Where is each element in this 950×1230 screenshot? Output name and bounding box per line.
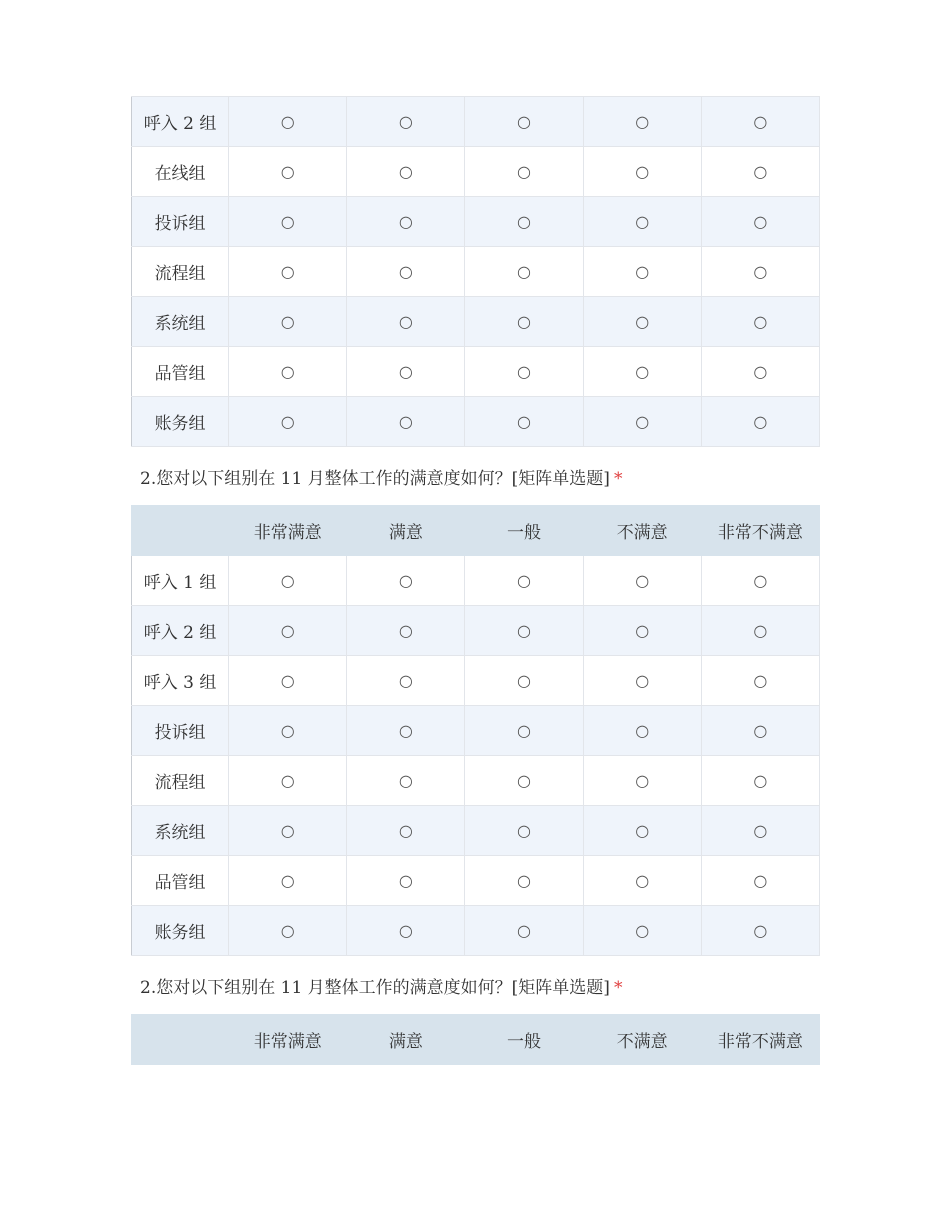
radio-circle-icon[interactable]: ○ — [280, 111, 295, 131]
radio-circle-icon[interactable]: ○ — [398, 720, 413, 740]
radio-circle-icon[interactable]: ○ — [517, 411, 532, 431]
row-label: 投诉组 — [132, 197, 229, 247]
radio-cell — [583, 656, 701, 706]
radio-cell — [583, 297, 701, 347]
radio-circle-icon[interactable]: ○ — [517, 820, 532, 840]
radio-cell — [701, 556, 819, 606]
option-header: 一般 — [465, 1015, 583, 1065]
radio-circle-icon[interactable]: ○ — [753, 770, 768, 790]
radio-cell — [347, 656, 465, 706]
radio-cell — [347, 297, 465, 347]
radio-cell — [701, 856, 819, 906]
radio-cell — [347, 806, 465, 856]
row-label: 呼入 3 组 — [132, 656, 229, 706]
matrix-row — [132, 247, 820, 297]
radio-cell — [229, 756, 347, 806]
radio-circle-icon[interactable]: ○ — [753, 311, 768, 331]
matrix-table-2 — [131, 505, 820, 956]
radio-cell — [701, 606, 819, 656]
radio-cell — [701, 756, 819, 806]
radio-cell — [229, 906, 347, 956]
radio-circle-icon[interactable]: ○ — [517, 720, 532, 740]
radio-circle-icon[interactable]: ○ — [398, 770, 413, 790]
option-header: 不满意 — [583, 1015, 701, 1065]
option-header: 满意 — [347, 1015, 465, 1065]
radio-cell — [701, 656, 819, 706]
radio-cell — [583, 756, 701, 806]
radio-cell — [701, 806, 819, 856]
question-title — [131, 956, 820, 1014]
radio-cell — [465, 397, 583, 447]
radio-cell — [347, 347, 465, 397]
matrix-header-row — [132, 506, 820, 556]
radio-circle-icon[interactable]: ○ — [398, 570, 413, 590]
row-label: 账务组 — [132, 906, 229, 956]
radio-cell — [465, 656, 583, 706]
option-header: 非常满意 — [229, 506, 347, 556]
radio-cell — [583, 147, 701, 197]
row-label: 投诉组 — [132, 706, 229, 756]
radio-cell — [701, 706, 819, 756]
radio-circle-icon[interactable]: ○ — [753, 570, 768, 590]
row-label: 在线组 — [132, 147, 229, 197]
required-mark: * — [613, 469, 623, 489]
radio-cell — [583, 856, 701, 906]
radio-circle-icon[interactable]: ○ — [517, 111, 532, 131]
radio-cell — [347, 756, 465, 806]
radio-circle-icon[interactable]: ○ — [398, 920, 413, 940]
radio-circle-icon[interactable]: ○ — [753, 411, 768, 431]
radio-circle-icon[interactable]: ○ — [398, 870, 413, 890]
radio-circle-icon[interactable]: ○ — [280, 820, 295, 840]
radio-circle-icon[interactable]: ○ — [753, 361, 768, 381]
radio-cell — [229, 147, 347, 197]
survey-page — [131, 96, 820, 1065]
radio-cell — [465, 556, 583, 606]
radio-cell — [229, 706, 347, 756]
radio-cell — [347, 606, 465, 656]
radio-circle-icon[interactable]: ○ — [398, 411, 413, 431]
radio-cell — [465, 906, 583, 956]
question-text: 2.您对以下组别在 11 月整体工作的满意度如何？[矩阵单选题] — [140, 469, 610, 489]
radio-cell — [583, 97, 701, 147]
radio-circle-icon[interactable]: ○ — [635, 570, 650, 590]
radio-cell — [583, 806, 701, 856]
radio-cell — [465, 147, 583, 197]
radio-cell — [229, 656, 347, 706]
radio-circle-icon[interactable]: ○ — [635, 670, 650, 690]
radio-cell — [229, 556, 347, 606]
option-header: 非常满意 — [229, 1015, 347, 1065]
radio-circle-icon[interactable]: ○ — [517, 670, 532, 690]
radio-cell — [229, 97, 347, 147]
radio-cell — [701, 97, 819, 147]
row-label: 品管组 — [132, 856, 229, 906]
matrix-corner-cell — [132, 1015, 229, 1065]
radio-circle-icon[interactable]: ○ — [753, 670, 768, 690]
radio-circle-icon[interactable]: ○ — [517, 920, 532, 940]
matrix-table-1 — [131, 96, 820, 447]
row-label: 呼入 2 组 — [132, 97, 229, 147]
radio-circle-icon[interactable]: ○ — [517, 261, 532, 281]
radio-circle-icon[interactable]: ○ — [517, 570, 532, 590]
radio-circle-icon[interactable]: ○ — [280, 211, 295, 231]
radio-cell — [229, 397, 347, 447]
radio-cell — [347, 906, 465, 956]
radio-circle-icon[interactable]: ○ — [517, 361, 532, 381]
radio-circle-icon[interactable]: ○ — [635, 820, 650, 840]
radio-cell — [465, 606, 583, 656]
option-header: 非常不满意 — [701, 506, 819, 556]
matrix-row — [132, 397, 820, 447]
radio-cell — [465, 756, 583, 806]
row-label: 呼入 1 组 — [132, 556, 229, 606]
radio-cell — [347, 197, 465, 247]
row-label: 流程组 — [132, 756, 229, 806]
matrix-row — [132, 756, 820, 806]
radio-cell — [229, 606, 347, 656]
radio-circle-icon[interactable]: ○ — [280, 670, 295, 690]
question-text: 2.您对以下组别在 11 月整体工作的满意度如何？[矩阵单选题] — [140, 978, 610, 998]
row-label: 品管组 — [132, 347, 229, 397]
radio-cell — [701, 347, 819, 397]
radio-cell — [701, 197, 819, 247]
radio-circle-icon[interactable]: ○ — [753, 111, 768, 131]
radio-cell — [465, 97, 583, 147]
question-title — [131, 447, 820, 505]
matrix-table-2-header — [132, 506, 820, 556]
radio-circle-icon[interactable]: ○ — [398, 261, 413, 281]
radio-cell — [583, 347, 701, 397]
radio-circle-icon[interactable]: ○ — [635, 161, 650, 181]
radio-circle-icon[interactable]: ○ — [635, 870, 650, 890]
radio-cell — [465, 347, 583, 397]
radio-circle-icon[interactable]: ○ — [753, 870, 768, 890]
radio-circle-icon[interactable]: ○ — [635, 920, 650, 940]
matrix-row — [132, 197, 820, 247]
radio-circle-icon[interactable]: ○ — [635, 361, 650, 381]
radio-circle-icon[interactable]: ○ — [635, 261, 650, 281]
required-mark: * — [613, 978, 623, 998]
radio-cell — [347, 856, 465, 906]
radio-cell — [583, 247, 701, 297]
radio-cell — [229, 806, 347, 856]
radio-cell — [347, 397, 465, 447]
matrix-table-1-body — [132, 97, 820, 447]
matrix-table-3-header — [132, 1015, 820, 1065]
radio-cell — [347, 97, 465, 147]
radio-cell — [465, 197, 583, 247]
radio-circle-icon[interactable]: ○ — [753, 720, 768, 740]
option-header: 非常不满意 — [701, 1015, 819, 1065]
radio-circle-icon[interactable]: ○ — [517, 211, 532, 231]
radio-circle-icon[interactable]: ○ — [398, 620, 413, 640]
radio-cell — [465, 806, 583, 856]
radio-cell — [465, 297, 583, 347]
radio-cell — [583, 397, 701, 447]
radio-circle-icon[interactable]: ○ — [635, 111, 650, 131]
matrix-row — [132, 97, 820, 147]
radio-cell — [583, 906, 701, 956]
radio-circle-icon[interactable]: ○ — [635, 720, 650, 740]
matrix-row — [132, 856, 820, 906]
radio-circle-icon[interactable]: ○ — [280, 870, 295, 890]
matrix-header-row — [132, 1015, 820, 1065]
radio-cell — [229, 197, 347, 247]
radio-cell — [229, 347, 347, 397]
radio-circle-icon[interactable]: ○ — [398, 670, 413, 690]
radio-circle-icon[interactable]: ○ — [280, 770, 295, 790]
radio-cell — [347, 706, 465, 756]
radio-cell — [229, 856, 347, 906]
radio-cell — [465, 706, 583, 756]
matrix-row — [132, 706, 820, 756]
radio-circle-icon[interactable]: ○ — [753, 261, 768, 281]
radio-circle-icon[interactable]: ○ — [517, 161, 532, 181]
radio-circle-icon[interactable]: ○ — [398, 311, 413, 331]
option-header: 满意 — [347, 506, 465, 556]
row-label: 系统组 — [132, 297, 229, 347]
radio-circle-icon[interactable]: ○ — [517, 770, 532, 790]
radio-circle-icon[interactable]: ○ — [517, 870, 532, 890]
row-label: 流程组 — [132, 247, 229, 297]
row-label: 系统组 — [132, 806, 229, 856]
radio-cell — [701, 397, 819, 447]
option-header: 不满意 — [583, 506, 701, 556]
matrix-row — [132, 147, 820, 197]
radio-circle-icon[interactable]: ○ — [280, 920, 295, 940]
radio-circle-icon[interactable]: ○ — [753, 920, 768, 940]
radio-circle-icon[interactable]: ○ — [280, 570, 295, 590]
radio-cell — [583, 197, 701, 247]
radio-circle-icon[interactable]: ○ — [753, 620, 768, 640]
row-label: 呼入 2 组 — [132, 606, 229, 656]
matrix-corner-cell — [132, 506, 229, 556]
matrix-table-3 — [131, 1014, 820, 1065]
radio-circle-icon[interactable]: ○ — [398, 161, 413, 181]
radio-circle-icon[interactable]: ○ — [280, 620, 295, 640]
matrix-row — [132, 806, 820, 856]
radio-circle-icon[interactable]: ○ — [280, 261, 295, 281]
radio-circle-icon[interactable]: ○ — [753, 820, 768, 840]
radio-cell — [347, 247, 465, 297]
radio-circle-icon[interactable]: ○ — [517, 311, 532, 331]
radio-circle-icon[interactable]: ○ — [280, 361, 295, 381]
radio-cell — [701, 147, 819, 197]
radio-cell — [229, 297, 347, 347]
radio-circle-icon[interactable]: ○ — [635, 620, 650, 640]
radio-cell — [465, 247, 583, 297]
matrix-row — [132, 297, 820, 347]
option-header: 一般 — [465, 506, 583, 556]
radio-circle-icon[interactable]: ○ — [280, 720, 295, 740]
radio-circle-icon[interactable]: ○ — [398, 361, 413, 381]
radio-cell — [229, 247, 347, 297]
radio-cell — [583, 706, 701, 756]
radio-circle-icon[interactable]: ○ — [635, 411, 650, 431]
radio-cell — [583, 556, 701, 606]
radio-circle-icon[interactable]: ○ — [398, 820, 413, 840]
radio-circle-icon[interactable]: ○ — [280, 411, 295, 431]
radio-cell — [583, 606, 701, 656]
matrix-row — [132, 906, 820, 956]
matrix-table-2-body — [132, 556, 820, 956]
radio-circle-icon[interactable]: ○ — [753, 161, 768, 181]
radio-cell — [347, 147, 465, 197]
radio-cell — [701, 247, 819, 297]
radio-circle-icon[interactable]: ○ — [753, 211, 768, 231]
radio-cell — [701, 906, 819, 956]
matrix-row — [132, 656, 820, 706]
radio-circle-icon[interactable]: ○ — [635, 211, 650, 231]
matrix-row — [132, 556, 820, 606]
radio-cell — [347, 556, 465, 606]
row-label: 账务组 — [132, 397, 229, 447]
radio-circle-icon[interactable]: ○ — [635, 770, 650, 790]
radio-cell — [701, 297, 819, 347]
matrix-row — [132, 347, 820, 397]
radio-circle-icon[interactable]: ○ — [517, 620, 532, 640]
radio-circle-icon[interactable]: ○ — [398, 111, 413, 131]
radio-circle-icon[interactable]: ○ — [280, 311, 295, 331]
radio-circle-icon[interactable]: ○ — [280, 161, 295, 181]
radio-circle-icon[interactable]: ○ — [635, 311, 650, 331]
matrix-row — [132, 606, 820, 656]
radio-cell — [465, 856, 583, 906]
radio-circle-icon[interactable]: ○ — [398, 211, 413, 231]
